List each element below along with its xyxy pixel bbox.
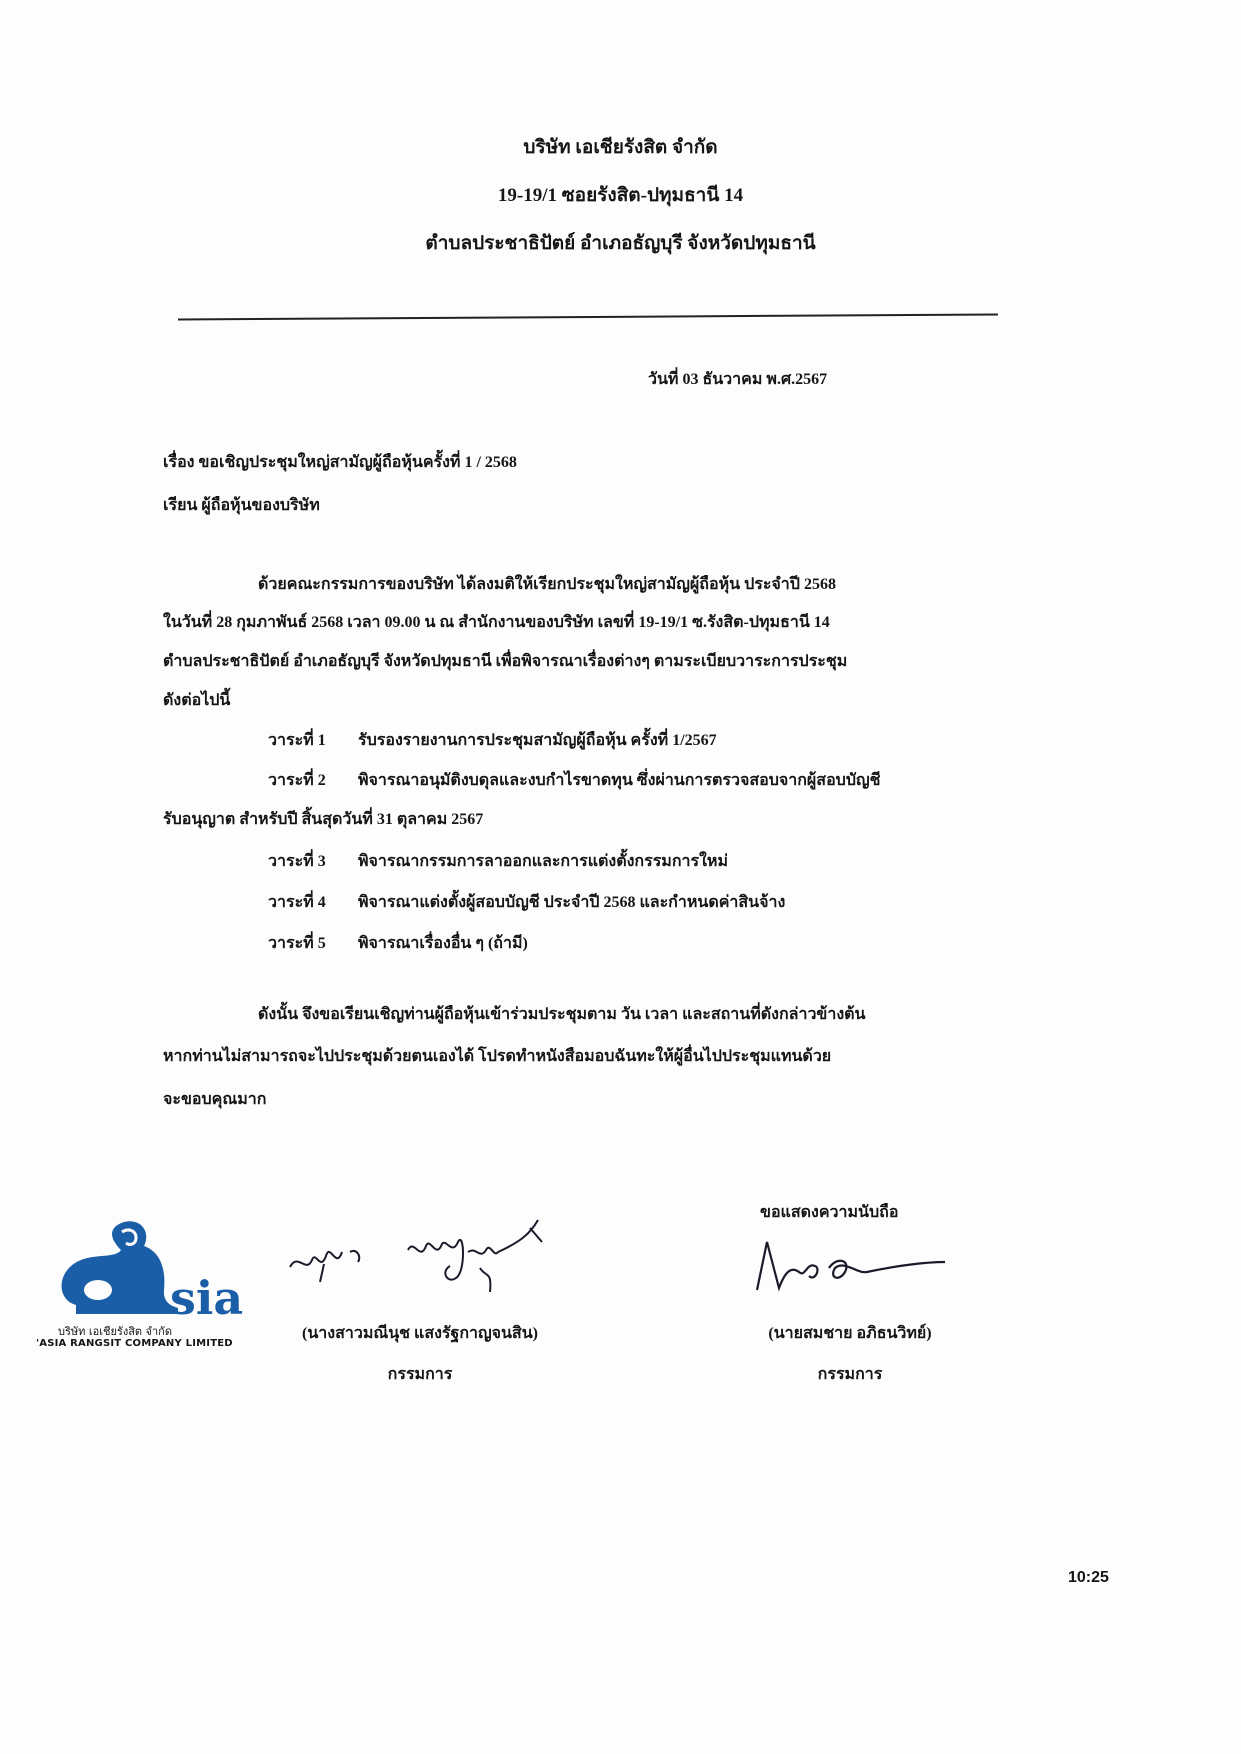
agenda-item [268,890,785,915]
logo-english-name: 'ASIA RANGSIT COMPANY LIMITED [36,1338,233,1349]
intro-line: ดังต่อไปนี้ [163,692,231,709]
closing-line: จะขอบคุณมาก [163,1091,267,1108]
svg-text:sia: sia [170,1271,244,1320]
agenda-text: รับรองรายงานการประชุมสามัญผู้ถือหุ้น ครั้งที่ 1/2567 [358,732,717,749]
signatory-right-name: (นายสมชาย อภิธนวิทย์) [768,1325,932,1342]
agenda-continuation: รับอนุญาต สำหรับปี สิ้นสุดวันที่ 31 ตุลาคม 2567 [163,811,484,828]
agenda-text: พิจารณาเรื่องอื่น ๆ (ถ้ามี) [358,935,528,952]
letter-recipient: เรียน ผู้ถือหุ้นของบริษัท [163,497,320,514]
header-divider [178,313,998,320]
agenda-text: พิจารณาแต่งตั้งผู้สอบบัญชี ประจำปี 2568 และกำหนดค่าสินจ้าง [358,894,786,911]
asia-logo-mark [36,1210,256,1320]
closing-line: หากท่านไม่สามารถจะไปประชุมด้วยตนเองได้ โปรดทำหนังสือมอบฉันทะให้ผู้อื่นไปประชุมแทนด้วย [163,1048,832,1065]
letter-date: วันที่ 03 ธันวาคม พ.ศ.2567 [648,371,828,388]
agenda-number: วาระที่ 2 [268,772,326,789]
agenda-item [268,768,880,793]
intro-line: ตำบลประชาธิปัตย์ อำเภอธัญบุรี จังหวัดปทุมธานี เพื่อพิจารณาเรื่องต่างๆ ตามระเบียบวาระการประชุม [163,653,848,670]
time-stamp: 10:25 [1068,1569,1109,1586]
agenda-number: วาระที่ 1 [268,732,326,749]
signatory-right-title: กรรมการ [817,1366,883,1383]
closing-line: ดังนั้น จึงขอเรียนเชิญท่านผู้ถือหุ้นเข้าร่วมประชุมตาม วัน เวลา และสถานที่ดังกล่าวข้างต้น [258,1006,866,1023]
address-line-1: 19-19/1 ซอยรังสิต-ปทุมธานี 14 [497,185,744,206]
regards-text: ขอแสดงความนับถือ [760,1204,899,1221]
letter-subject: เรื่อง ขอเชิญประชุมใหญ่สามัญผู้ถือหุ้นครั้งที่ 1 / 2568 [163,454,517,471]
agenda-text: พิจารณาอนุมัติงบดุลและงบกำไรขาดทุน ซึ่งผ่านการตรวจสอบจากผู้สอบบัญชี [358,772,881,789]
agenda-number: วาระที่ 3 [268,853,326,870]
agenda-item [268,849,728,874]
signature-right [745,1232,955,1302]
address-line-2: ตำบลประชาธิปัตย์ อำเภอธัญบุรี จังหวัดปทุมธานี [425,233,816,254]
agenda-item [268,728,717,753]
signatory-left-name: (นางสาวมณีนุช แสงรัฐกาญจนสิน) [302,1325,538,1342]
agenda-text: พิจารณากรรมการลาออกและการแต่งตั้งกรรมการใหม่ [358,853,728,870]
company-name: บริษัท เอเชียรังสิต จำกัด [523,137,718,158]
agenda-number: วาระที่ 4 [268,894,326,911]
intro-line: ในวันที่ 28 กุมภาพันธ์ 2568 เวลา 09.00 น ณ สำนักงานของบริษัท เลขที่ 19-19/1 ซ.รังสิต-ปทุมธานี 14 [163,614,830,631]
intro-line: ด้วยคณะกรรมการของบริษัท ได้ลงมติให้เรียกประชุมใหญ่สามัญผู้ถือหุ้น ประจำปี 2568 [258,576,836,593]
logo-thai-name: บริษัท เอเชียรังสิต จำกัด [58,1325,172,1338]
company-logo [36,1210,256,1360]
agenda-number: วาระที่ 5 [268,935,326,952]
signature-left [280,1212,580,1302]
signatory-left-title: กรรมการ [387,1366,453,1383]
agenda-item [268,931,528,956]
